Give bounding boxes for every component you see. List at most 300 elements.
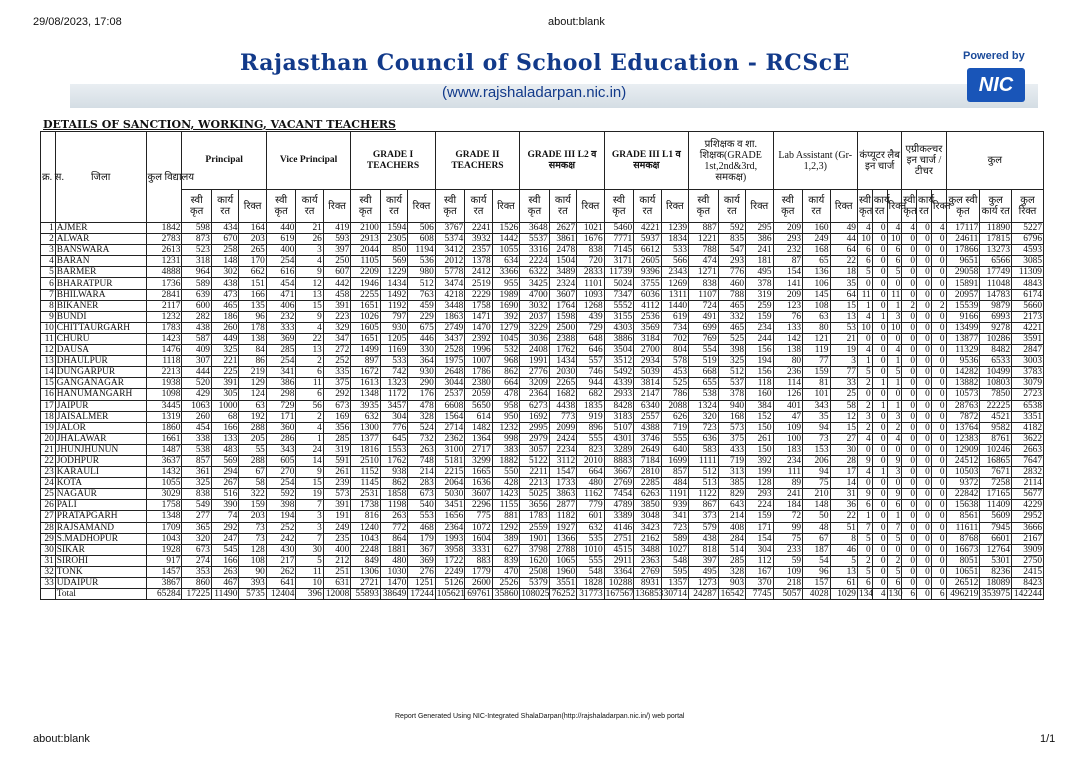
cell-value: 12764 xyxy=(980,544,1012,555)
cell-value: 0 xyxy=(917,589,932,600)
cell-value: 15638 xyxy=(946,500,980,511)
cell-value: 17815 xyxy=(980,234,1012,245)
cell-value: 3003 xyxy=(1012,356,1044,367)
cell-value: 547 xyxy=(718,245,745,256)
cell-value: 732 xyxy=(408,433,435,444)
cell-value: 1858 xyxy=(380,489,407,500)
cell-value: 3412 xyxy=(435,245,465,256)
cell-value: 10503 xyxy=(946,467,980,478)
cell-value: 10803 xyxy=(980,378,1012,389)
cell-value: 4 xyxy=(931,223,946,234)
cell-value: 2 xyxy=(857,422,872,433)
cell-value: 392 xyxy=(492,311,519,322)
cell-value: 569 xyxy=(380,256,407,267)
cell-value: 5126 xyxy=(435,578,465,589)
cell-value: 16865 xyxy=(980,455,1012,466)
cell-value: 160 xyxy=(803,223,830,234)
cell-value: 664 xyxy=(577,467,604,478)
cell-value: 398 xyxy=(718,345,745,356)
cell-value: 1651 xyxy=(351,300,381,311)
cell-value: 643 xyxy=(718,500,745,511)
cell-value: 3389 xyxy=(604,511,634,522)
cell-value: 1471 xyxy=(465,311,492,322)
cell-value: 378 xyxy=(718,389,745,400)
cell-value: 1118 xyxy=(146,356,182,367)
cell-value: 4339 xyxy=(604,378,634,389)
cell-value: 980 xyxy=(408,267,435,278)
cell-value: 1993 xyxy=(435,533,465,544)
cell-value: 6 xyxy=(887,245,902,256)
cell-value: 1182 xyxy=(549,511,576,522)
cell-value: 2 xyxy=(887,555,902,566)
cell-value: 627 xyxy=(492,544,519,555)
cell-district: JAISALMER xyxy=(55,411,146,422)
cell-value: 236 xyxy=(773,367,803,378)
cell-value: 168 xyxy=(803,245,830,256)
cell-value: 2224 xyxy=(520,256,550,267)
cell-value: 0 xyxy=(931,433,946,444)
cell-value: 96 xyxy=(803,566,830,577)
cell-value: 2750 xyxy=(1012,555,1044,566)
cell-value: 28 xyxy=(830,455,857,466)
cell-value: 89 xyxy=(773,478,803,489)
cell-value: 53 xyxy=(830,322,857,333)
cell-value: 1198 xyxy=(380,500,407,511)
cell-value: 2 xyxy=(857,378,872,389)
table-row xyxy=(41,300,1044,311)
cell-value: 2714 xyxy=(435,422,465,433)
table-row xyxy=(41,367,1044,378)
cell-value: 3032 xyxy=(520,300,550,311)
cell-value: 2769 xyxy=(604,478,634,489)
cell-value: 514 xyxy=(718,544,745,555)
cell-value: 579 xyxy=(689,522,719,533)
cell-value: 548 xyxy=(577,566,604,577)
cell-value: 6608 xyxy=(435,400,465,411)
cell-value: 263 xyxy=(380,511,407,522)
cell-value: 3316 xyxy=(520,245,550,256)
cell-value: 523 xyxy=(182,245,212,256)
table-row xyxy=(41,289,1044,300)
cell-value: 292 xyxy=(323,389,350,400)
cell-value: 616 xyxy=(266,267,296,278)
cell-sno: 22 xyxy=(41,455,56,466)
cell-value: 601 xyxy=(577,511,604,522)
table-row xyxy=(41,544,1044,555)
cell-value: 2788 xyxy=(549,544,576,555)
cell-value: 4438 xyxy=(549,400,576,411)
cell-value: 30 xyxy=(296,544,323,555)
cell-value: 2723 xyxy=(1012,389,1044,400)
cell-value: 1598 xyxy=(549,311,576,322)
cell-value: 0 xyxy=(931,356,946,367)
cell-sno: 3 xyxy=(41,245,56,256)
cell-value: 673 xyxy=(323,400,350,411)
cell-value: 1779 xyxy=(465,566,492,577)
table-row xyxy=(41,489,1044,500)
cell-value: 1269 xyxy=(661,278,688,289)
cell-value: 1651 xyxy=(351,333,381,344)
cell-value: 0 xyxy=(872,278,887,289)
cell-value: 151 xyxy=(239,278,266,289)
cell-district: CHITTAURGARH xyxy=(55,322,146,333)
cell-value: 223 xyxy=(323,311,350,322)
cell-value: 294 xyxy=(211,467,238,478)
cell-value: 0 xyxy=(917,467,932,478)
cell-value: 0 xyxy=(902,533,917,544)
table-row xyxy=(41,522,1044,533)
cell-value: 1311 xyxy=(661,289,688,300)
cell-sno: 6 xyxy=(41,278,56,289)
cell-value: 520 xyxy=(182,378,212,389)
cell-value: 598 xyxy=(182,223,212,234)
cell-value: 525 xyxy=(718,333,745,344)
cell-value: 4112 xyxy=(634,300,661,311)
cell-value: 673 xyxy=(182,544,212,555)
cell-value: 61 xyxy=(830,578,857,589)
header-sub: रिक्त xyxy=(239,190,266,223)
cell-value: 252 xyxy=(323,356,350,367)
cell-value: 788 xyxy=(718,289,745,300)
cell-value: 1319 xyxy=(146,411,182,422)
cell-value: 5039 xyxy=(634,367,661,378)
header-sub: रिक्त xyxy=(931,190,946,223)
cell-value: 6533 xyxy=(980,356,1012,367)
cell-value: 4301 xyxy=(604,433,634,444)
cell-sno: 32 xyxy=(41,566,56,577)
cell-value: 1564 xyxy=(435,411,465,422)
cell-value: 2810 xyxy=(634,467,661,478)
cell-value: 0 xyxy=(872,300,887,311)
cell-value: 864 xyxy=(380,533,407,544)
cell-value: 2412 xyxy=(465,267,492,278)
cell-sno: 20 xyxy=(41,433,56,444)
table-row xyxy=(41,433,1044,444)
header-sub: स्वी कृत xyxy=(689,190,719,223)
cell-district: BHARATPUR xyxy=(55,278,146,289)
cell-value: 7454 xyxy=(604,489,634,500)
cell-value: 1504 xyxy=(549,256,576,267)
cell-value: 105621 xyxy=(436,589,465,600)
header-sub: स्वी कृत xyxy=(266,190,296,223)
cell-value: 150 xyxy=(746,422,773,433)
cell-value: 9582 xyxy=(980,422,1012,433)
cell-value: 15 xyxy=(296,300,323,311)
cell-value: 164 xyxy=(239,223,266,234)
cell-value: 1440 xyxy=(661,300,688,311)
header-sub: रिक्त xyxy=(577,190,604,223)
cell-value: 370 xyxy=(746,578,773,589)
cell-value: 632 xyxy=(577,522,604,533)
cell-value: 332 xyxy=(718,311,745,322)
cell-value: 2010 xyxy=(577,455,604,466)
cell-value: 6566 xyxy=(980,256,1012,267)
cell-value: 0 xyxy=(917,245,932,256)
cell-value: 2913 xyxy=(351,234,381,245)
cell-value: 6174 xyxy=(1012,289,1044,300)
cell-value: 4182 xyxy=(1012,422,1044,433)
cell-value: 1 xyxy=(857,300,872,311)
cell-value: 1192 xyxy=(380,300,407,311)
cell-value: 391 xyxy=(323,500,350,511)
cell-value: 397 xyxy=(323,245,350,256)
header-group: GRADE III L2 व समकक्ष xyxy=(520,132,604,190)
cell-sno: 15 xyxy=(41,378,56,389)
cell-value: 391 xyxy=(211,378,238,389)
table-row xyxy=(41,478,1044,489)
cell-value: 365 xyxy=(182,522,212,533)
cell-value: 639 xyxy=(182,289,212,300)
cell-sno: 9 xyxy=(41,311,56,322)
cell-value: 2995 xyxy=(520,422,550,433)
cell-value: 0 xyxy=(931,489,946,500)
cell-value: 883 xyxy=(465,555,492,566)
cell-value: 540 xyxy=(408,500,435,511)
cell-value: 763 xyxy=(408,289,435,300)
cell-value: 2209 xyxy=(351,267,381,278)
cell-value: 2117 xyxy=(146,300,182,311)
cell-value: 209 xyxy=(773,223,803,234)
cell-sno: 26 xyxy=(41,500,56,511)
cell-value: 438 xyxy=(689,533,719,544)
cell-value: 0 xyxy=(931,522,946,533)
cell-value: 2 xyxy=(857,555,872,566)
cell-value: 1526 xyxy=(492,223,519,234)
cell-value: 0 xyxy=(931,311,946,322)
cell-value: 22 xyxy=(296,333,323,344)
cell-value: 17 xyxy=(830,467,857,478)
cell-value: 1111 xyxy=(689,455,719,466)
cell-value: 24611 xyxy=(946,234,980,245)
cell-value: 141 xyxy=(773,278,803,289)
cell-value: 0 xyxy=(872,333,887,344)
cell-value: 614 xyxy=(465,411,492,422)
rcsce-banner xyxy=(70,46,1038,112)
cell-value: 234 xyxy=(746,322,773,333)
cell-value: 2613 xyxy=(146,245,182,256)
cell-value: 205 xyxy=(239,433,266,444)
cell-value: 1063 xyxy=(182,400,212,411)
cell-value: 11490 xyxy=(211,589,238,600)
cell-value: 192 xyxy=(239,411,266,422)
cell-district: UDAIPUR xyxy=(55,578,146,589)
cell-value: 167567 xyxy=(605,589,634,600)
cell-value: 11739 xyxy=(604,267,634,278)
cell-value: 1107 xyxy=(689,289,719,300)
cell-value: 17117 xyxy=(946,223,980,234)
cell-value: 12404 xyxy=(266,589,296,600)
cell-value: 1029 xyxy=(830,589,857,600)
cell-value: 90 xyxy=(239,566,266,577)
cell-value: 1457 xyxy=(146,566,182,577)
cell-value: 1169 xyxy=(380,345,407,356)
cell-sno: 29 xyxy=(41,533,56,544)
cell-value: 548 xyxy=(661,555,688,566)
cell-value: 341 xyxy=(266,367,296,378)
cell-value: 307 xyxy=(182,356,212,367)
cell-value: 203 xyxy=(239,511,266,522)
cell-value: 4 xyxy=(857,311,872,322)
cell-value: 118 xyxy=(746,378,773,389)
cell-value: 0 xyxy=(917,433,932,444)
cell-value: 573 xyxy=(718,422,745,433)
cell-value: 210 xyxy=(803,489,830,500)
cell-value: 35 xyxy=(803,411,830,422)
cell-sno: 19 xyxy=(41,422,56,433)
cell-value: 6036 xyxy=(634,289,661,300)
cell-sno: 14 xyxy=(41,367,56,378)
cell-value: 3171 xyxy=(604,256,634,267)
cell-value: 873 xyxy=(182,234,212,245)
cell-value: 261 xyxy=(746,433,773,444)
cell-value: 1762 xyxy=(549,345,576,356)
cell-value: 187 xyxy=(803,544,830,555)
cell-value: 8051 xyxy=(946,555,980,566)
cell-value: 675 xyxy=(408,322,435,333)
cell-sno: 5 xyxy=(41,267,56,278)
cell-value: 0 xyxy=(917,311,932,322)
cell-value: 454 xyxy=(182,422,212,433)
cell-value: 2721 xyxy=(351,578,381,589)
cell-district: ALWAR xyxy=(55,234,146,245)
cell-value: 0 xyxy=(931,378,946,389)
cell-value: 2833 xyxy=(577,267,604,278)
cell-value: 4 xyxy=(296,256,323,267)
cell-value: 1364 xyxy=(465,433,492,444)
cell-district: SIKAR xyxy=(55,544,146,555)
header-sub: कार्य रत xyxy=(211,190,238,223)
cell-value: 0 xyxy=(872,555,887,566)
cell-value: 239 xyxy=(323,478,350,489)
cell-value: 109 xyxy=(773,422,803,433)
cell-value: 186 xyxy=(211,311,238,322)
cell-value: 2215 xyxy=(435,467,465,478)
header-group: GRADE II TEACHERS xyxy=(435,132,519,190)
cell-value: 401 xyxy=(773,400,803,411)
cell-district: BIKANER xyxy=(55,300,146,311)
cell-value: 3351 xyxy=(1012,411,1044,422)
nic-logo-icon: NIC xyxy=(967,68,1025,102)
cell-value: 2649 xyxy=(634,444,661,455)
cell-value: 2388 xyxy=(549,333,576,344)
cell-value: 3850 xyxy=(634,500,661,511)
cell-value: 0 xyxy=(872,544,887,555)
cell-value: 138 xyxy=(239,333,266,344)
cell-value: 664 xyxy=(492,378,519,389)
cell-value: 471 xyxy=(266,289,296,300)
cell-value: 156 xyxy=(746,345,773,356)
cell-value: 5301 xyxy=(980,555,1012,566)
cell-value: 4218 xyxy=(435,289,465,300)
cell-value: 8236 xyxy=(980,566,1012,577)
cell-value: 3 xyxy=(296,245,323,256)
cell-value: 0 xyxy=(872,478,887,489)
table-row xyxy=(41,566,1044,577)
cell-value: 1300 xyxy=(351,422,381,433)
cell-value: 11329 xyxy=(946,345,980,356)
cell-value: 0 xyxy=(872,522,887,533)
cell-value: 302 xyxy=(211,267,238,278)
header-sno: क्र. स. xyxy=(41,132,56,223)
cell-value: 1928 xyxy=(146,544,182,555)
cell-value: 3886 xyxy=(604,333,634,344)
cell-value: 605 xyxy=(266,455,296,466)
cell-value: 4593 xyxy=(1012,245,1044,256)
cell-value: 917 xyxy=(146,555,182,566)
cell-value: 512 xyxy=(408,278,435,289)
cell-value: 18 xyxy=(830,267,857,278)
cell-value: 4 xyxy=(296,422,323,433)
cell-value: 375 xyxy=(718,433,745,444)
cell-value: 6 xyxy=(857,256,872,267)
cell-value: 419 xyxy=(323,223,350,234)
cell-value: 51 xyxy=(830,522,857,533)
cell-value: 857 xyxy=(182,455,212,466)
cell-value: 0 xyxy=(917,234,932,245)
header-sub: रिक्त xyxy=(887,190,902,223)
cell-value: 3488 xyxy=(634,544,661,555)
cell-value: 19 xyxy=(296,489,323,500)
cell-value: 583 xyxy=(689,444,719,455)
cell-value: 9396 xyxy=(634,267,661,278)
cell-value: 587 xyxy=(182,333,212,344)
cell-value: 0 xyxy=(931,422,946,433)
cell-value: 4521 xyxy=(980,411,1012,422)
cell-value: 263 xyxy=(408,444,435,455)
cell-value: 896 xyxy=(577,422,604,433)
cell-district: GANGANAGAR xyxy=(55,378,146,389)
header-sub: रिक्त xyxy=(661,190,688,223)
cell-value: 3814 xyxy=(634,378,661,389)
table-row xyxy=(41,256,1044,267)
cell-value: 290 xyxy=(408,378,435,389)
cell-value: 6796 xyxy=(1012,234,1044,245)
cell-value: 2933 xyxy=(604,389,634,400)
cell-value: 2 xyxy=(296,411,323,422)
cell-value: 0 xyxy=(887,278,902,289)
cell-value: 1232 xyxy=(146,311,182,322)
cell-value: 325 xyxy=(182,478,212,489)
cell-value: 16673 xyxy=(946,544,980,555)
cell-value: 386 xyxy=(746,234,773,245)
cell-value: 244 xyxy=(746,333,773,344)
cell-value: 4843 xyxy=(1012,278,1044,289)
cell-value: 13499 xyxy=(946,322,980,333)
cell-value: 0 xyxy=(902,256,917,267)
cell-value: 7771 xyxy=(604,234,634,245)
cell-value: 3 xyxy=(830,356,857,367)
cell-value: 1191 xyxy=(661,489,688,500)
cell-value: 29058 xyxy=(946,267,980,278)
cell-value: 0 xyxy=(917,289,932,300)
cell-value: 3861 xyxy=(549,234,576,245)
cell-value: 3423 xyxy=(634,522,661,533)
cell-value: 7945 xyxy=(980,522,1012,533)
cell-district: BUNDI xyxy=(55,311,146,322)
table-row xyxy=(41,511,1044,522)
cell-value: 181 xyxy=(746,256,773,267)
cell-value: 353 xyxy=(182,566,212,577)
cell-value: 1357 xyxy=(661,578,688,589)
cell-value: 9 xyxy=(296,267,323,278)
header-sub: स्वी कृत xyxy=(351,190,381,223)
cell-value: 0 xyxy=(931,566,946,577)
cell-value: 9 xyxy=(857,489,872,500)
cell-value: 773 xyxy=(549,411,576,422)
cell-value: 0 xyxy=(917,356,932,367)
cell-value: 15 xyxy=(296,478,323,489)
table-row xyxy=(41,333,1044,344)
